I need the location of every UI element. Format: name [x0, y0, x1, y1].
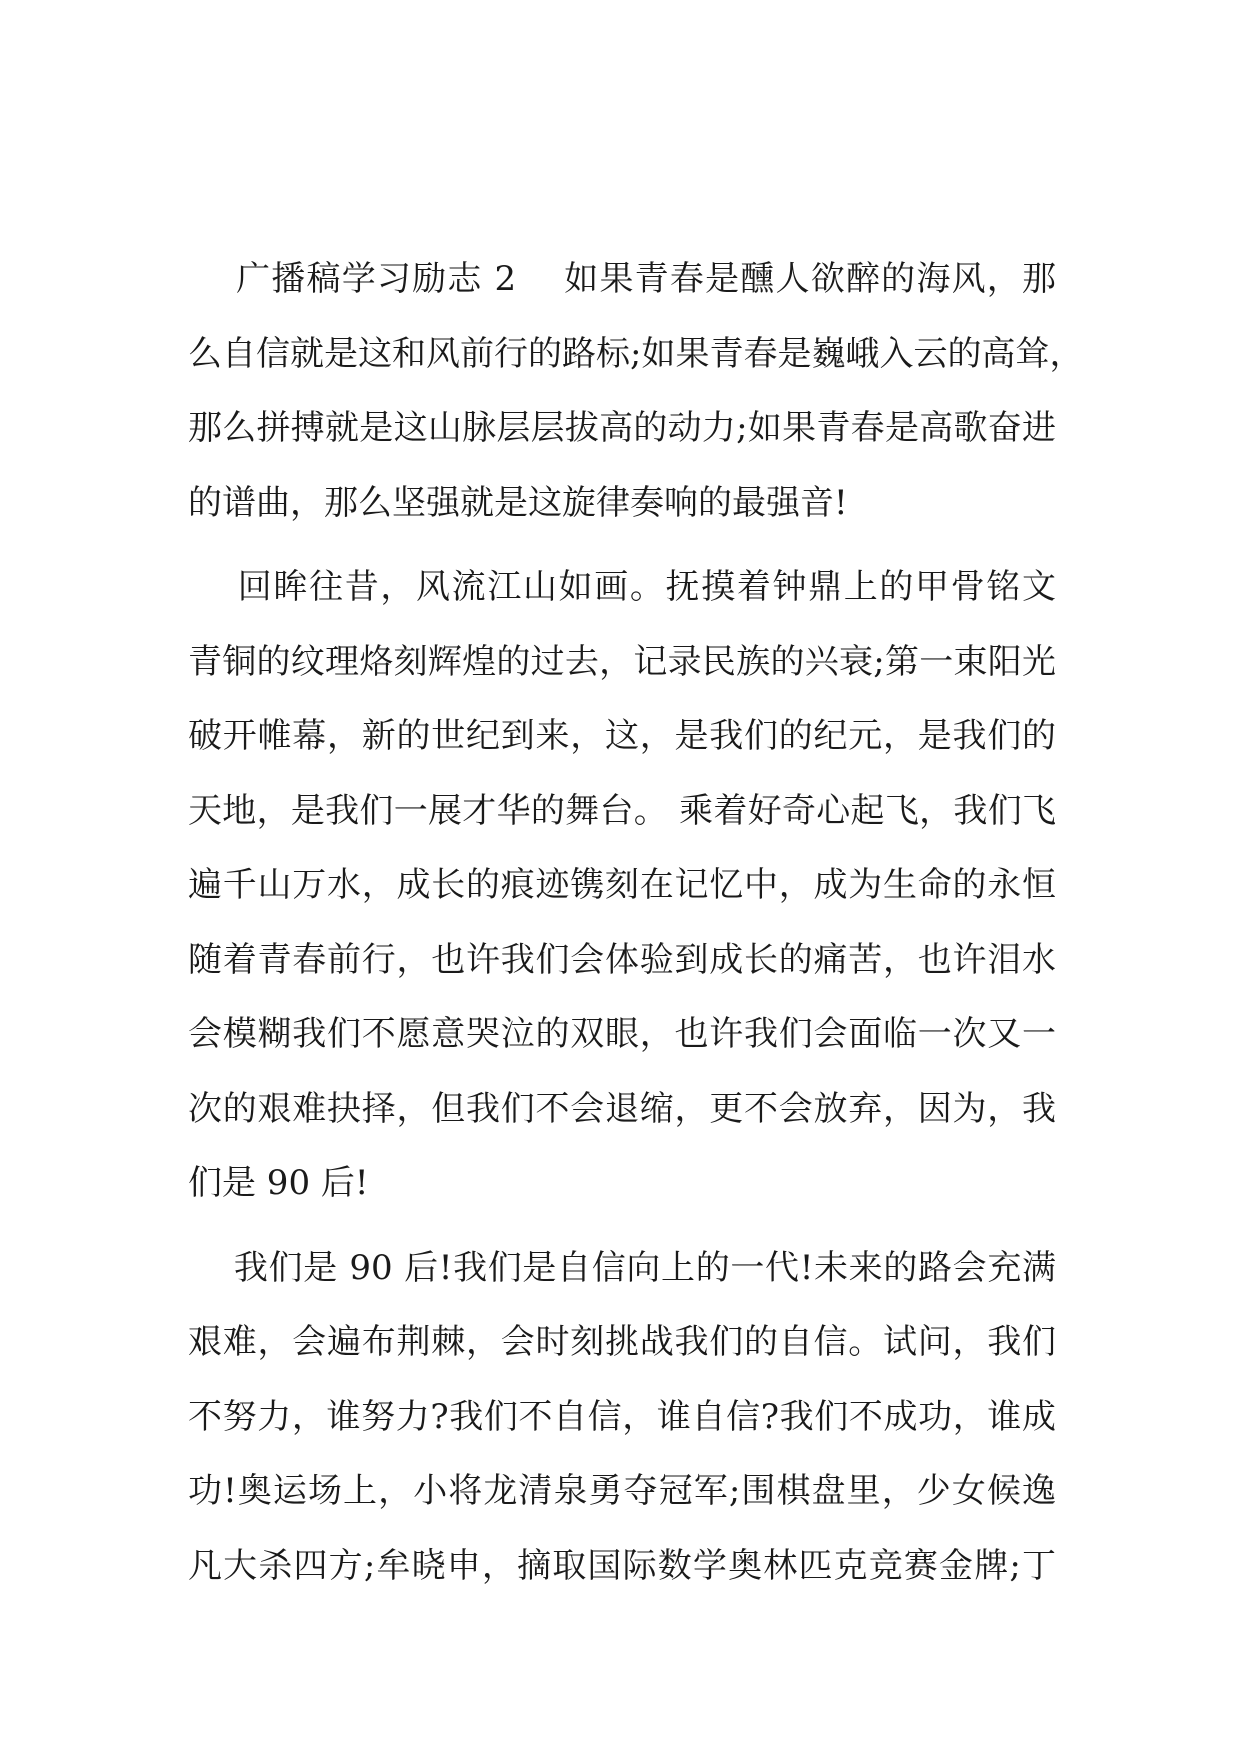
text-line: 次的艰难抉择，但我们不会退缩，更不会放弃，因为，我 [188, 1088, 1056, 1129]
text-line: 的谱曲，那么坚强就是这旋律奏响的最强音! [188, 482, 848, 523]
document-body [188, 242, 1084, 1603]
text-line: 广播稿学习励志 2 如果青春是醺人欲醉的海风，那 [188, 259, 1056, 299]
text-line: 功!奥运场上，小将龙清泉勇夺冠军;围棋盘里，少女候逸 [188, 1471, 1056, 1511]
text-line: 我们是 90 后!我们是自信向上的一代!未来的路会充满 [188, 1247, 1056, 1288]
text-line: 们是 90 后! [188, 1163, 369, 1203]
text-line: 天地，是我们一展才华的舞台。 乘着好奇心起飞，我们飞 [188, 790, 1056, 831]
text-line: 遍千山万水，成长的痕迹镌刻在记忆中，成为生命的永恒 [188, 865, 1056, 905]
paragraph-1 [188, 242, 1084, 540]
text-line: 不努力，谁努力?我们不自信，谁自信?我们不成功，谁成 [188, 1396, 1056, 1437]
text-line: 随着青春前行，也许我们会体验到成长的痛苦，也许泪水 [188, 939, 1056, 980]
text-line: 那么拼搏就是这山脉层层拔高的动力;如果青春是高歌奋进 [188, 408, 1056, 448]
text-line: 青铜的纹理烙刻辉煌的过去，记录民族的兴衰;第一束阳光 [188, 641, 1056, 682]
text-line: 凡大杀四方;牟晓申，摘取国际数学奥林匹克竞赛金牌;丁 [188, 1545, 1056, 1586]
paragraph-spacer [188, 540, 1056, 550]
paragraph-spacer [188, 1221, 1056, 1231]
text-line: 破开帷幕，新的世纪到来，这，是我们的纪元，是我们的 [188, 716, 1056, 756]
text-line: 么自信就是这和风前行的路标;如果青春是巍峨入云的高耸， [188, 333, 1084, 374]
paragraph-3 [188, 1231, 1056, 1604]
paragraph-2 [188, 550, 1056, 1221]
text-line: 会模糊我们不愿意哭泣的双眼，也许我们会面临一次又一 [188, 1014, 1056, 1054]
text-line: 艰难，会遍布荆棘，会时刻挑战我们的自信。试问，我们 [188, 1322, 1056, 1362]
text-line: 回眸往昔，风流江山如画。抚摸着钟鼎上的甲骨铭文 [188, 567, 1056, 607]
